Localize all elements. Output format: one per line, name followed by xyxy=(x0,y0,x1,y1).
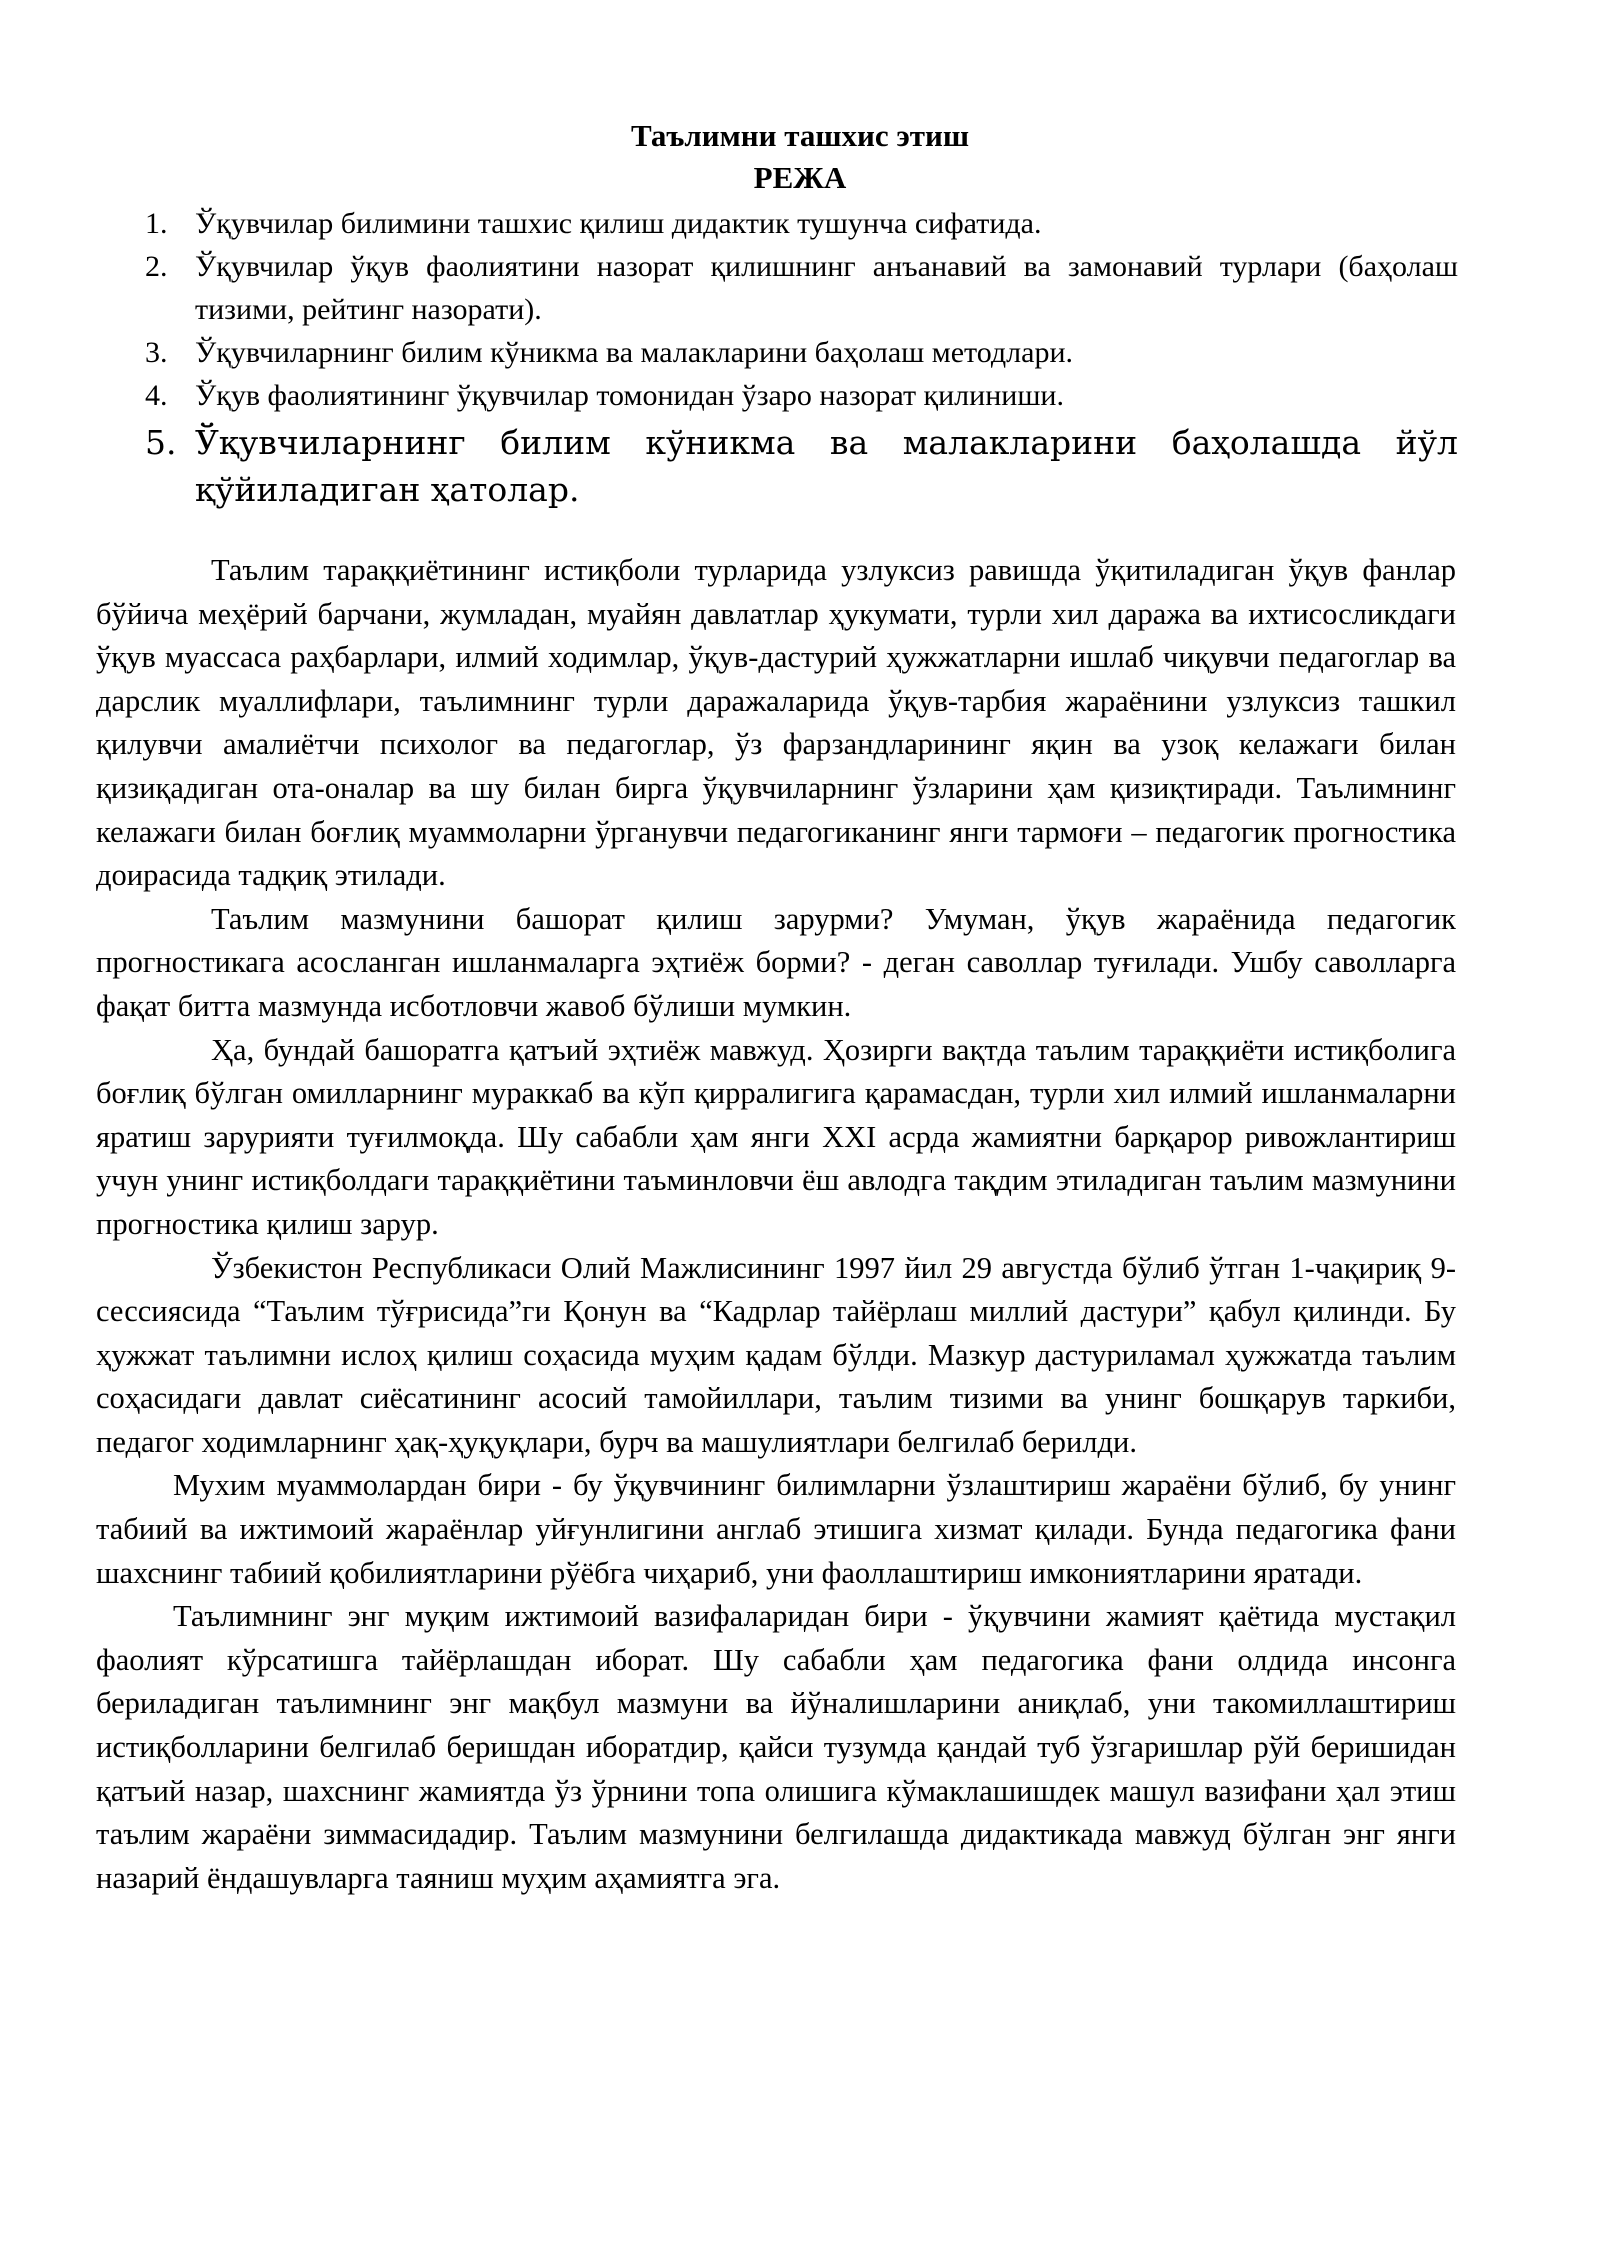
plan-item xyxy=(145,202,1458,245)
plan-item-text: Ўқувчилар билимини ташхис қилиш дидактик тушунча сифатида. xyxy=(195,207,1042,240)
plan-item xyxy=(145,374,1458,417)
plan-item-text: Ўқувчиларнинг билим кўникма ва малакларини баҳолашда йўл қўйиладиган ҳатолар. xyxy=(195,423,1458,509)
document-title: Таълимни ташхис этиш xyxy=(630,118,970,153)
body-paragraph: Ўзбекистон Республикаси Олий Мажлисининг 1997 йил 29 августда бўлиб ўтган 1-чақириқ 9-сессиясида “Таълим тўғрисида”ги Қонун ва “Кадрлар тайёрлаш миллий дастури” қабул қилинди. Бу ҳужжат таълимни ислоҳ қилиш соҳасида муҳим қадам бўлди. Мазкур дастуриламал ҳужжатда таълим соҳасидаги давлат сиёсатининг асосий тамойиллари, таълим тизими ва унинг бошқарув таркиби, педагог ходимларнинг ҳақ-ҳуқуқлари, бурч ва машулиятлари белгилаб берилди. xyxy=(96,1250,1456,1459)
body-paragraph: Ҳа, бундай башоратга қатъий эҳтиёж мавжуд. Ҳозирги вақтда таълим тараққиёти истиқболига боғлиқ бўлган омилларнинг мураккаб ва кўп қирралигига қарамасдан, турли хил илмий ишланмаларни яратиш зарурияти туғилмоқда. Шу сабабли ҳам янги XXI асрда жамиятни барқарор ривожлантириш учун унинг истиқболдаги тараққиётини таъминловчи ёш авлодга тақдим этиладиган таълим мазмунини прогностика қилиш зарур. xyxy=(96,1032,1456,1241)
body-paragraph: Таълим мазмунини башорат қилиш зарурми? Умуман, ўқув жараёнида педагогик прогностикага асосланган ишланмаларга эҳтиёж борми? - деган саволлар туғилади. Ушбу саволларга фақат битта мазмунда исботловчи жавоб бўлиши мумкин. xyxy=(96,901,1456,1023)
plan-item-number: 3. xyxy=(145,336,168,369)
plan-item-number: 2. xyxy=(145,250,168,283)
plan-item-number: 4. xyxy=(145,379,168,412)
plan-item xyxy=(145,245,1458,331)
body-paragraph: Таълим тараққиётининг истиқболи турларида узлуксиз равишда ўқитиладиган ўқув фанлар бўйича меҳёрий барчани, жумладан, муайян давлатлар ҳукумати, турли хил даража ва ихтисосликдаги ўқув муассаса раҳбарлари, илмий ходимлар, ўқув-дастурий ҳужжатларни ишлаб чиқувчи педагоглар ва дарслик муаллифлари, таълимнинг турли даражаларида ўқув-тарбия жараёнини узлуксиз ташкил қилувчи амалиётчи психолог ва педагоглар, ўз фарзандларининг яқин ва узоқ келажаги билан қизиқадиган ота-оналар ва шу билан бирга ўқувчиларнинг ўзларини ҳам қизиқтиради. Таълимнинг келажаги билан боғлиқ муаммоларни ўрганувчи педагогиканинг янги тармоғи – педагогик прогностика доирасида тадқиқ этилади. xyxy=(96,553,1456,893)
document-body xyxy=(96,549,1456,1900)
body-paragraph: Мухим муаммолардан бири - бу ўқувчининг билимларни ўзлаштириш жараёни бўлиб, бу унинг табиий ва ижтимоий жараёнлар уйғунлигини англаб этишига хизмат қилади. Бунда педагогика фани шахснинг табиий қобилиятларини рўёбга чиҳариб, уни фаоллаштириш имкониятларини яратади. xyxy=(96,1468,1456,1590)
body-paragraph: Таълимнинг энг муқим ижтимоий вазифаларидан бири - ўқувчини жамият қаётида мустақил фаолият кўрсатишга тайёрлашдан иборат. Шу сабабли ҳам педагогика фани олдида инсонга бериладиган таълимнинг энг мақбул мазмуни ва йўналишларини аниқлаб, уни такомиллаштириш истиқболларини белгилаб беришдан иборатдир, қайси тузумда қандай туб ўзгаришлар рўй беришидан қатъий назар, шахснинг жамиятда ўз ўрнини топа олишига кўмаклашишдек машул вазифани ҳал этиш таълим жараёни зиммасидадир. Таълим мазмунини белгилашда дидактикада мавжуд бўлган энг янги назарий ёндашувларга таяниш муҳим аҳамиятга эга. xyxy=(96,1599,1456,1895)
plan-item-text: Ўқув фаолиятининг ўқувчилар томонидан ўзаро назорат қилиниши. xyxy=(195,379,1064,412)
plan-list xyxy=(145,202,1458,513)
plan-item xyxy=(145,331,1458,374)
plan-item-text: Ўқувчилар ўқув фаолиятини назорат қилишнинг анъанавий ва замонавий турлари (баҳолаш тизими, рейтинг назорати). xyxy=(195,250,1458,326)
plan-item-text: Ўқувчиларнинг билим кўникма ва малакларини баҳолаш методлари. xyxy=(195,336,1073,369)
plan-heading: РЕЖА xyxy=(753,160,847,195)
plan-item-number: 5. xyxy=(145,423,177,462)
plan-item xyxy=(145,419,1458,513)
plan-item-number: 1. xyxy=(145,207,168,240)
